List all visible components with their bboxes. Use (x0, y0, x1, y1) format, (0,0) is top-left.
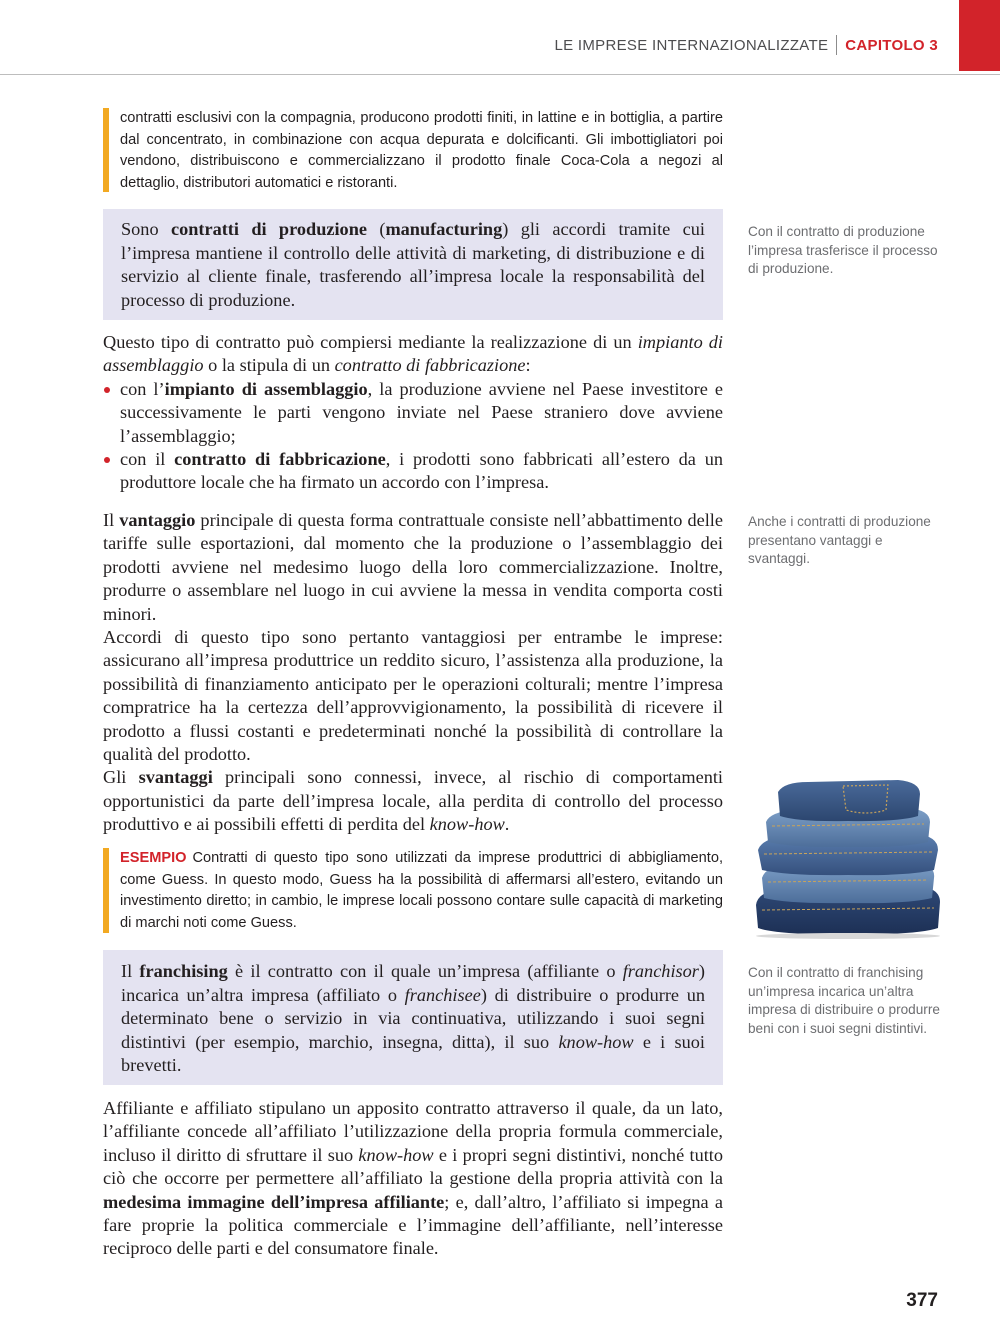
italic-term: franchisee (404, 984, 481, 1005)
text-run: Gli (103, 767, 139, 788)
body-paragraph (103, 1097, 723, 1261)
intro-note-box (103, 108, 723, 192)
text-run: ) gli accordi tramite cui l’impresa mantiene il controllo delle attività di marketing, di distribuzione e di servizio al cliente finale, trasferendo all’impresa locale la responsabilità del processo di produzione. (121, 219, 705, 310)
bullet-item (103, 378, 723, 448)
esempio-label: ESEMPIO (120, 850, 187, 866)
text-run: con il (120, 449, 175, 470)
paragraph-text (103, 331, 723, 378)
text-run: principali sono connessi, invece, al rischio di comportamenti opportunistici da parte dell’impresa locale, alla perdita di controllo del processo produttivo e ai possibili effetti di perdita del (103, 767, 724, 835)
bold-term: impianto di assemblaggio (164, 378, 368, 399)
text-run: , la produzione avviene nel Paese investitore e successivamente le parti vengono inviate nel Paese straniero dove avviene l’assemblaggio; (120, 378, 723, 446)
text-run: ) di distribuire o produrre un determinato bene o servizio in via continuativa, utilizzando i suoi segni distintivi (per esempio, marchio, insegna, ditta), il suo (121, 984, 705, 1052)
bold-term: contratti di produzione (170, 219, 367, 239)
text-run: principale di questa forma contrattuale consiste nell’abbattimento delle tariffe sulle esportazioni, dal momento che la produzione o l’assemblaggio dei prodotti avviene nel medesimo luogo della loro commercializzazione. Inoltre, produrre o assemblare nel luogo in cui avviene la messa in vendita comporta costi minori. (103, 510, 723, 624)
paragraph-text (103, 509, 723, 626)
bullet-list (103, 378, 723, 495)
stacked-jeans-photo (748, 770, 948, 940)
paragraph-text (103, 766, 723, 836)
bullet-item (103, 448, 723, 495)
yellow-bar (103, 848, 109, 933)
body-paragraph (103, 331, 723, 495)
definition-box-franchising (103, 950, 723, 1085)
yellow-bar (103, 108, 109, 192)
bold-term: vantaggio (119, 510, 196, 530)
bold-term: medesima immagine dell’impresa affiliante (103, 1191, 445, 1212)
italic-term: impianto di assemblaggio (103, 332, 724, 376)
body-paragraph (103, 509, 723, 837)
running-header-chapter: CAPITOLO 3 (845, 36, 938, 54)
bold-term: manufacturing (385, 219, 503, 239)
text-run: e i suoi brevetti. (121, 1031, 705, 1075)
jeans-icon (748, 770, 948, 940)
header-divider (836, 35, 837, 55)
bold-term: franchising (139, 961, 228, 981)
header-rule (0, 74, 1000, 75)
text-run: Il (103, 510, 120, 530)
esempio-text (120, 848, 723, 934)
esempio-box (103, 848, 723, 933)
margin-note: Con il contratto di produzione l’impresa trasferisce il processo di produzione. (748, 224, 938, 276)
text-run: Affiliante e affiliato stipulano un apposito contratto attraverso il quale, da un lato, l’affiliante concede all’affiliato l’utilizzazione della propria formula commerciale, incluso il diritto di sfruttare il suo (103, 1098, 723, 1165)
text-run: è il contratto con il quale un’impresa (affiliante o (227, 961, 623, 981)
paragraph-text (103, 1097, 723, 1261)
page-number: 377 (906, 1290, 938, 1311)
text-run: . (504, 814, 510, 835)
italic-term: contratto di fabbricazione (334, 355, 526, 376)
text-run: e i propri segni distintivi, nonché tutto ciò che occorre per permettere all’affiliato la gestione della propria attività con la (103, 1144, 724, 1189)
text-run: o la stipula di un (203, 355, 335, 376)
definition-text (121, 218, 705, 312)
definition-text (121, 960, 705, 1078)
italic-term: franchisor (622, 961, 699, 981)
text-run: : (525, 355, 531, 376)
running-header-title: LE IMPRESE INTERNAZIONALIZZATE (554, 36, 829, 54)
text-run: Contratti di questo tipo sono utilizzati da imprese produttrici di abbigliamento, come Guess. In questo modo, Guess ha la possibilità di affermarsi all’estero, evitando un investimento diretto; in cambio, le imprese locali possono contare sulle capacità di marketing di marchi noti come Guess. (120, 850, 723, 931)
text-run: Questo tipo di contratto può compiersi mediante la realizzazione di un (103, 332, 638, 352)
margin-note: Anche i contratti di produzione presentano vantaggi e svantaggi. (748, 514, 931, 566)
bullet-dot-icon (104, 457, 110, 463)
bullet-dot-icon (104, 387, 110, 393)
chapter-tab (959, 0, 1000, 71)
italic-term: know-how (558, 1031, 634, 1052)
bold-term: svantaggi (138, 767, 213, 788)
paragraph-text: Accordi di questo tipo sono pertanto vantaggiosi per entrambe le imprese: assicurano all’impresa produttrice un reddito sicuro, l’assistenza alla produzione, la possibilità di finanziamento anticipato per le operazioni colturali; mentre l’impresa compratrice ha la certezza dell’approvvigionamento, la possibilità di ricevere il prodotto a flussi costanti e predeterminati nonché la possibilità di controllare la qualità del prodotto. (103, 627, 723, 765)
text-run: Il (121, 961, 140, 981)
italic-term: know-how (429, 814, 505, 835)
text-run: con l’ (120, 378, 165, 399)
running-header (554, 35, 938, 55)
definition-box-manufacturing (103, 209, 723, 320)
margin-note: Con il contratto di franchising un’impresa incarica un’altra impresa di distribuire o produrre beni con i suoi segni distintivi. (748, 965, 940, 1036)
text-run: , i prodotti sono fabbricati all’estero da un produttore locale che ha firmato un accordo con l’impresa. (120, 449, 724, 493)
text-run: ; e, dall’altro, l’affiliato si impegna a fare proprie la politica commerciale e l’immagine dell’affiliante, nell’interesse reciproco delle parti e del consumatore finale. (103, 1191, 723, 1259)
intro-note-text: contratti esclusivi con la compagnia, producono prodotti finiti, in lattine e in bottiglia, a partire dal concentrato, in combinazione con acqua depurata e dolcificanti. Gli imbottigliatori poi vendono, distribuiscono e commercializzano il prodotto finale Coca-Cola a negozi al dettaglio, distributori automatici e ristoranti. (120, 110, 723, 191)
bold-term: contratto di fabbricazione (174, 449, 386, 470)
text-run: ( (366, 219, 386, 239)
text-run: ) incarica un’altra impresa (affiliato o (121, 961, 705, 1005)
italic-term: know-how (358, 1144, 434, 1165)
text-run: Sono (121, 219, 171, 239)
